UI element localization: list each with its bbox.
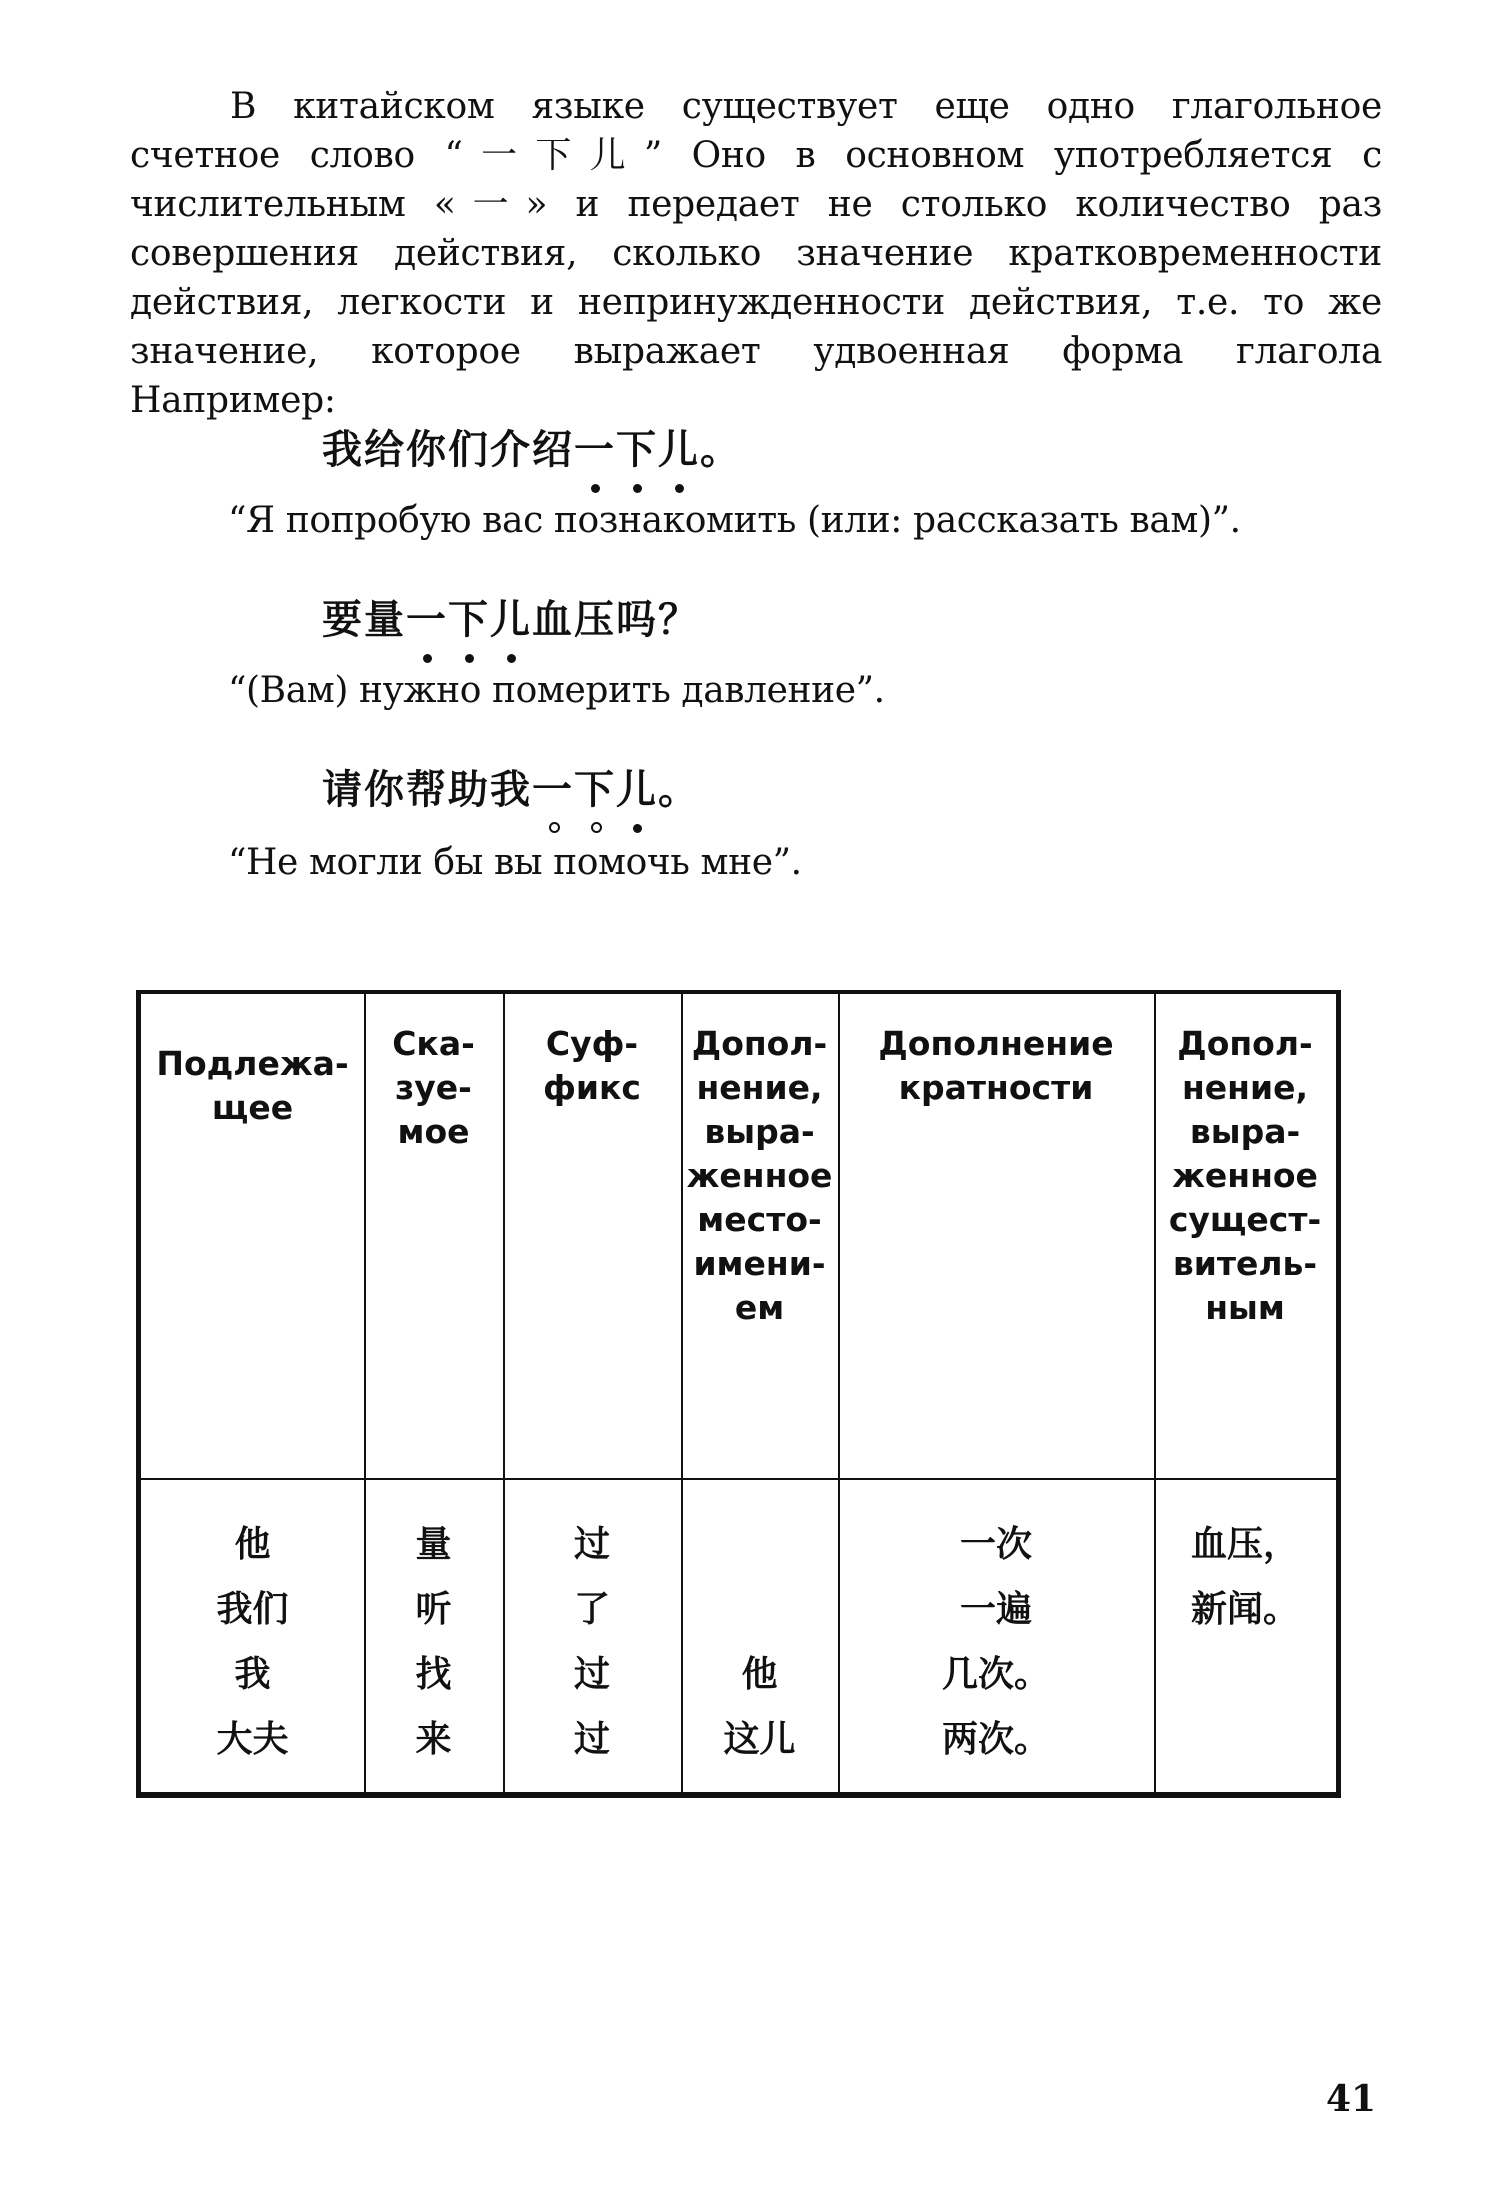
column-subject-values: 他 我们 我 大夫 xyxy=(216,1524,289,1760)
column-noun-object-values: 血压， 新闻。 xyxy=(1190,1524,1299,1630)
example-suffix: 。 xyxy=(658,767,700,813)
dotted-char: 一 xyxy=(406,597,448,643)
header-predicate: Ска- зуе- мое xyxy=(392,1024,475,1151)
dotted-char: 一 xyxy=(532,767,574,813)
dotted-char: 儿 xyxy=(616,767,658,813)
column-frequency-values: 一次 一遍 几次。 两次。 xyxy=(941,1524,1050,1760)
example-1-translation: “Я попробую вас познакомить (или: рассказать вам)”. xyxy=(228,500,1241,541)
example-suffix: 。 xyxy=(700,427,742,473)
example-2-chinese xyxy=(322,588,700,645)
grammar-table xyxy=(136,990,1341,1798)
example-3-chinese xyxy=(322,758,700,815)
example-2-translation: “(Вам) нужно померить давление”. xyxy=(228,670,885,711)
paragraph-text: В китайском языке существует еще одно глагольное счетное слово “一下儿” Оно в основном употребляется с числительным «一» и передает не столько количество раз совершения действия, сколько значение кратковременности действия, легкости и непринужденности действия, т.е. то же значение, которое выражает удвоенная форма глагола Например: xyxy=(130,86,1382,421)
header-suffix: Суф- фикс xyxy=(543,1024,641,1107)
example-1-chinese xyxy=(322,418,742,475)
header-pronoun-object: Допол- нение, выра- женное место- имени- ем xyxy=(686,1024,833,1327)
dotted-char: 儿 xyxy=(490,597,532,643)
dotted-char: 一 xyxy=(574,427,616,473)
page-number: 41 xyxy=(1326,2078,1377,2120)
header-frequency-complement: Дополнение кратности xyxy=(878,1024,1114,1107)
example-3-translation: “Не могли бы вы помочь мне”. xyxy=(228,842,802,883)
header-noun-object: Допол- нение, выра- женное сущест- витель- ным xyxy=(1168,1024,1322,1327)
example-prefix: 请你帮助我 xyxy=(322,767,532,813)
column-pronoun-object-values: 他 这儿 xyxy=(723,1654,796,1760)
example-prefix: 我给你们介绍 xyxy=(322,427,574,473)
dotted-char: 下 xyxy=(616,427,658,473)
column-suffix-values: 过 了 过 过 xyxy=(573,1524,610,1760)
dotted-char: 儿 xyxy=(658,427,700,473)
header-subject: Подлежа- щее xyxy=(156,1044,349,1127)
dotted-char: 下 xyxy=(448,597,490,643)
column-predicate-values: 量 听 找 来 xyxy=(415,1524,452,1760)
dotted-char: 下 xyxy=(574,767,616,813)
example-prefix: 要量 xyxy=(322,597,406,643)
header-divider xyxy=(141,1478,1336,1480)
intro-paragraph xyxy=(130,82,1382,425)
example-suffix: 血压吗？ xyxy=(532,597,700,643)
